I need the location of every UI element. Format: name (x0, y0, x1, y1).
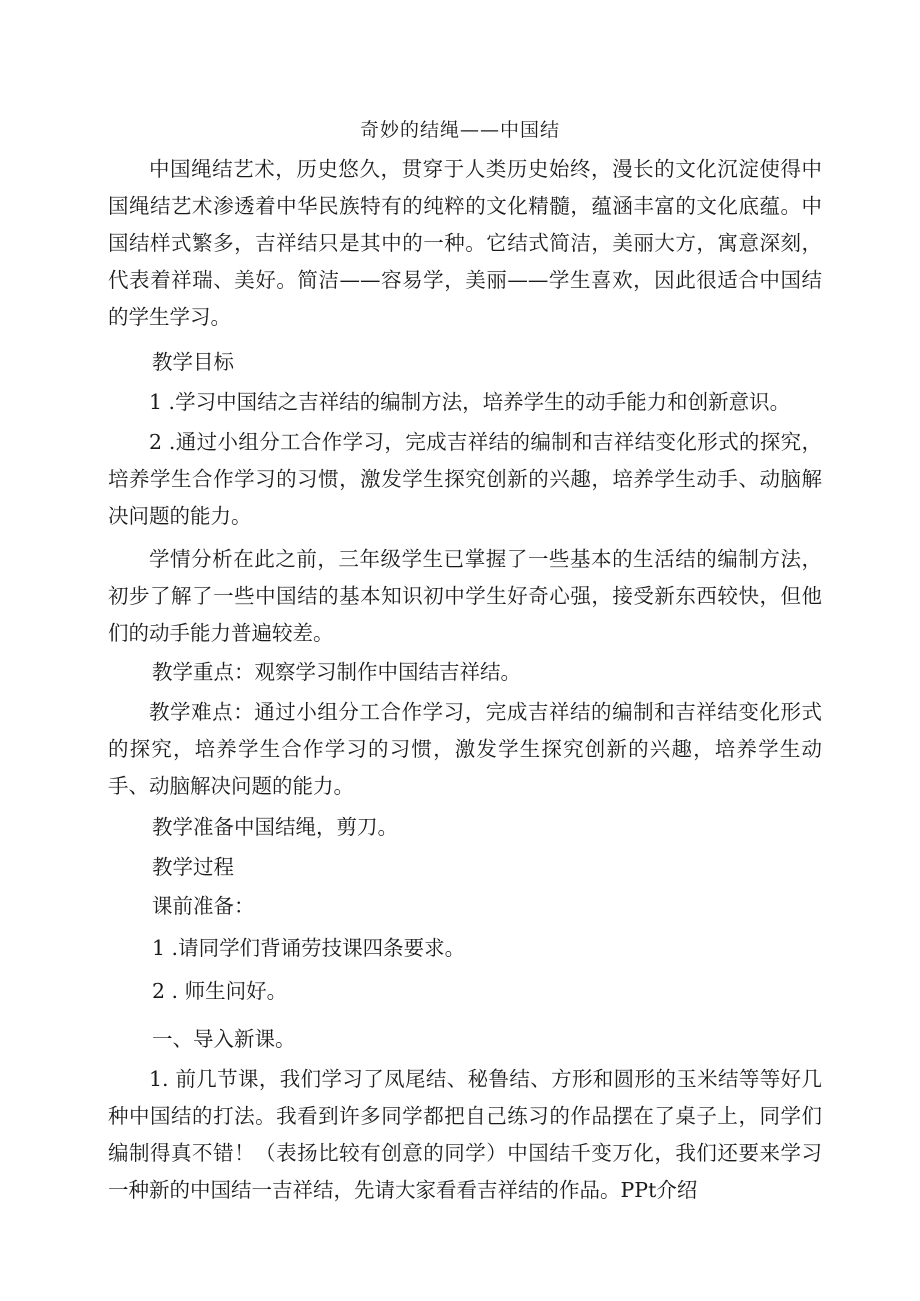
process-heading: 教学过程 (152, 855, 234, 879)
key-point: 教学重点：观察学习制作中国结吉祥结。 (152, 660, 521, 684)
pre-class-item-1: 1 .请同学们背诵劳技课四条要求。 (152, 936, 466, 960)
preparation: 教学准备中国结绳，剪刀。 (152, 815, 398, 839)
section-1-text: 1. 前几节课，我们学习了凤尾结、秘鲁结、方形和圆形的玉米结等等好几种中国结的打法。我看到许多同学都把自己练习的作品摆在了桌子上，同学们编制得真不错！（表扬比较有创意的同学）中国结千变万化，我们还要来学习一种新的中国结一吉祥结，先请大家看看吉祥结的作品。PPt介绍 (108, 1067, 822, 1202)
student-analysis: 学情分析在此之前，三年级学生已掌握了一些基本的生活结的编制方法，初步了解了一些中国结的基本知识初中学生好奇心强，接受新东西较快，但他们的动手能力普遍较差。 (108, 547, 822, 645)
document-title: 奇妙的结绳——中国结 (359, 119, 560, 141)
section-1-heading: 一、导入新课。 (152, 1027, 296, 1051)
intro-paragraph: 中国绳结艺术，历史悠久，贯穿于人类历史始终，漫长的文化沉淀使得中国绳结艺术渗透着中华民族特有的纯粹的文化精髓，蕴涵丰富的文化底蕴。中国结样式繁多，吉祥结只是其中的一种。它结式简洁，美丽大方，寓意深刻，代表着祥瑞、美好。简洁——容易学，美丽——学生喜欢，因此很适合中国结的学生学习。 (108, 157, 822, 329)
goals-heading: 教学目标 (152, 350, 234, 374)
difficulty: 教学难点：通过小组分工合作学习，完成吉祥结的编制和吉祥结变化形式的探究，培养学生合作学习的习惯，激发学生探究创新的兴趣，培养学生动手、动脑解决问题的能力。 (108, 700, 822, 798)
goal-1: 1 .学习中国结之吉祥结的编制方法，培养学生的动手能力和创新意识。 (149, 390, 791, 414)
pre-class-item-2: 2 . 师生问好。 (152, 979, 288, 1003)
pre-class-heading: 课前准备： (152, 894, 255, 918)
goal-2: 2 .通过小组分工合作学习，完成吉祥结的编制和吉祥结变化形式的探究，培养学生合作学习的习惯，激发学生探究创新的兴趣，培养学生动手、动脑解决问题的能力。 (108, 430, 822, 528)
